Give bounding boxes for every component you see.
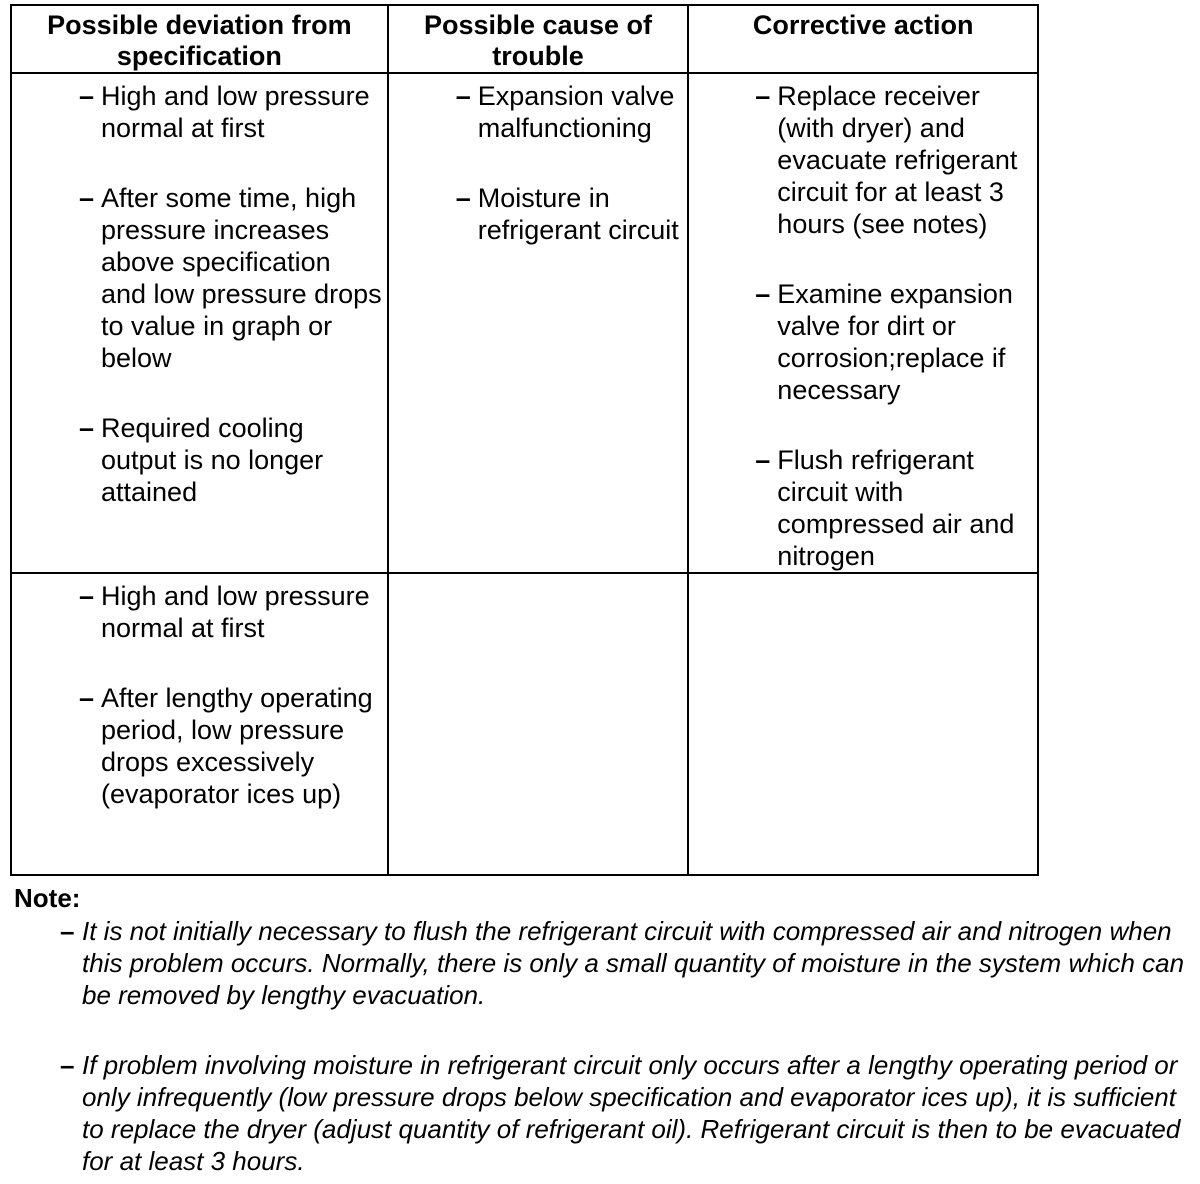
dash-icon: – (60, 916, 75, 946)
list-item (755, 278, 1035, 406)
list-item (79, 412, 383, 508)
dash-icon: – (79, 81, 95, 111)
cause-list (455, 80, 684, 246)
action-text: Flush refrigerant circuit with compressed air and nitrogen (777, 445, 1015, 571)
note-title: Note: (14, 883, 81, 913)
list-item (79, 682, 383, 810)
troubleshooting-table (10, 4, 1039, 876)
table-row (11, 573, 1038, 875)
header-deviation: Possible deviation from specification (11, 5, 388, 73)
note-list (60, 915, 1192, 1177)
action-text: Examine expansion valve for dirt or corrosion;replace if necessary (777, 279, 1013, 405)
deviation-cell (11, 573, 388, 875)
dash-icon: – (455, 81, 471, 111)
action-cell (688, 73, 1038, 573)
deviation-text: After some time, high pressure increases above specification and low pressure drops to value in graph or below (101, 183, 382, 373)
note-item (60, 1049, 1192, 1177)
cause-text: Expansion valve malfunctioning (477, 81, 675, 143)
dash-icon: – (79, 683, 95, 713)
dash-icon: – (79, 581, 95, 611)
header-action: Corrective action (688, 5, 1038, 73)
dash-icon: – (79, 413, 95, 443)
note-text: If problem involving moisture in refrigerant circuit only occurs after a lengthy operating period or only infrequently (low pressure drops below specification and evaporator ices up), it is sufficient to replace the dryer (adjust quantity of refrigerant oil). Refrigerant circuit is then to be evacuated for at least 3 hours. (82, 1050, 1181, 1176)
dash-icon: – (755, 445, 771, 475)
list-item (455, 80, 684, 144)
deviation-list (79, 580, 383, 810)
dash-icon: – (455, 183, 471, 213)
dash-icon: – (79, 183, 95, 213)
dash-icon: – (60, 1050, 75, 1080)
deviation-text: High and low pressure normal at first (101, 81, 370, 143)
cause-cell-empty (388, 573, 689, 875)
note-text: It is not initially necessary to flush the refrigerant circuit with compressed air and nitrogen when this problem occurs. Normally, there is only a small quantity of moisture in the system which can be removed by lengthy evacuation. (82, 916, 1185, 1010)
list-item (79, 80, 383, 144)
list-item (755, 80, 1035, 240)
list-item (79, 580, 383, 644)
action-text: Replace receiver (with dryer) and evacuate refrigerant circuit for at least 3 hours (see notes) (777, 81, 1018, 239)
deviation-text: Required cooling output is no longer attained (101, 413, 324, 507)
deviation-cell (11, 73, 388, 573)
cause-cell (388, 73, 689, 573)
table-row (11, 73, 1038, 573)
action-list (755, 80, 1035, 572)
header-cause: Possible cause of trouble (388, 5, 689, 73)
list-item (755, 444, 1035, 572)
table-header-row (11, 5, 1038, 73)
deviation-text: After lengthy operating period, low pressure drops excessively (evaporator ices up) (101, 683, 373, 809)
action-cell-empty (688, 573, 1038, 875)
dash-icon: – (755, 279, 771, 309)
dash-icon: – (755, 81, 771, 111)
list-item (455, 182, 684, 246)
cause-text: Moisture in refrigerant circuit (477, 183, 679, 245)
list-item (79, 182, 383, 374)
deviation-text: High and low pressure normal at first (101, 581, 370, 643)
deviation-list (79, 80, 383, 508)
note-item (60, 915, 1192, 1011)
